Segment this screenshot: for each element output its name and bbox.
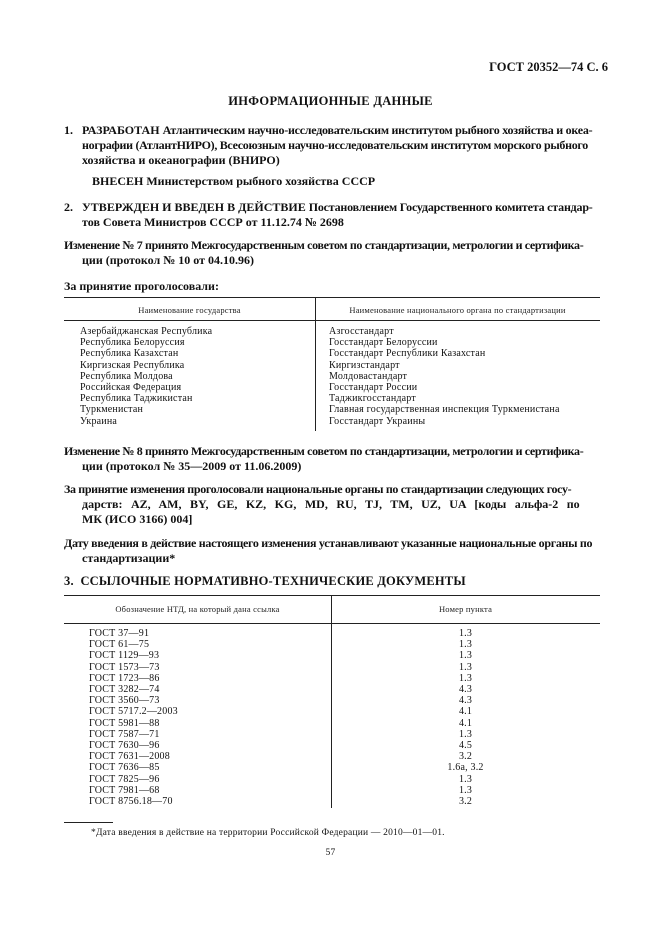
item1-line3: хозяйства и океанографии (ВНИРО) xyxy=(82,153,280,167)
table-row: ГОСТ 1129—93 xyxy=(89,650,160,662)
section3-title: ССЫЛОЧНЫЕ НОРМАТИВНО-ТЕХНИЧЕСКИЕ ДОКУМЕНТЫ xyxy=(80,574,466,588)
table-row: ГОСТ 3282—74 xyxy=(89,684,160,696)
page-number: 57 xyxy=(325,848,336,858)
table-row: 1.3 xyxy=(458,628,473,639)
table-row: 4.5 xyxy=(458,740,473,752)
item1-line2: нографии (АтлантНИРО), Всесоюзным научно-исследовательским институтом морского рыбного xyxy=(82,138,588,152)
table-row: Туркменистан xyxy=(80,404,144,416)
document-reference: ГОСТ 20352—74 С. 6 xyxy=(489,60,608,74)
table-row: 1.3 xyxy=(458,773,473,785)
table-row: Российская Федерация xyxy=(80,382,182,394)
footnote: *Дата введения в действие на территории Российской Федерации — 2010—01—01. xyxy=(91,828,445,838)
table-row: 1.3 xyxy=(458,650,473,662)
table-row: ГОСТ 1573—73 xyxy=(89,661,160,673)
change8-block xyxy=(64,444,600,474)
table-row: ГОСТ 7981—68 xyxy=(89,784,160,796)
footnote-separator xyxy=(64,822,113,823)
table-row: 3.2 xyxy=(458,796,473,808)
table-row: Азербайджанская Республика xyxy=(80,326,213,337)
item1-lead: РАЗРАБОТАН xyxy=(82,123,160,137)
table2-top-rule xyxy=(64,595,600,596)
table-row: Киргизстандарт xyxy=(329,359,400,371)
date-note-line2: стандартизации* xyxy=(82,551,176,565)
date-note-block xyxy=(64,536,600,566)
table2-col1-body xyxy=(89,628,178,807)
item1-introduced: ВНЕСЕН Министерством рыбного хозяйства СССР xyxy=(92,174,376,188)
table-row: ГОСТ 8756.18—70 xyxy=(89,796,173,808)
item2-block xyxy=(82,200,600,230)
item2-line1: Постановлением Государственного комитета стандар- xyxy=(308,200,593,214)
table-row: Республика Таджикистан xyxy=(80,393,193,405)
table-row: Киргизская Республика xyxy=(80,359,185,371)
change8-line2: ции (протокол № 35—2009 от 11.06.2009) xyxy=(82,459,302,473)
table-row: 1.6а, 3.2 xyxy=(447,762,484,774)
section3-number: 3. xyxy=(64,574,74,588)
item1-line1: Атлантическим научно-исследовательским институтом рыбного хозяйства и океа- xyxy=(162,123,593,137)
table-row: Госстандарт России xyxy=(329,382,418,394)
table-row: 4.3 xyxy=(458,684,473,696)
voted8-line2: дарств: AZ, AM, BY, GE, KZ, KG, MD, RU, TJ, TM, UZ, UA [коды альфа-2 по xyxy=(82,497,580,511)
table-row: 1.3 xyxy=(458,728,473,740)
table1-col2-body xyxy=(329,326,560,427)
table-row: ГОСТ 7636—85 xyxy=(89,762,160,774)
table1-col1-header: Наименование государства xyxy=(138,305,241,315)
table-row: Украина xyxy=(80,415,118,427)
table-row: ГОСТ 5717.2—2003 xyxy=(89,706,178,718)
voted8-line3: МК (ИСО 3166) 004] xyxy=(82,512,193,526)
voted8-block xyxy=(64,482,600,527)
table-row: Госстандарт Украины xyxy=(329,415,426,427)
table-row: Республика Казахстан xyxy=(80,348,179,360)
table-row: ГОСТ 61—75 xyxy=(89,639,150,651)
table-row: Азгосстандарт xyxy=(329,326,394,337)
item2-number: 2. xyxy=(64,200,73,214)
page-title: ИНФОРМАЦИОННЫЕ ДАННЫЕ xyxy=(228,94,433,108)
table-row: Госстандарт Белоруссии xyxy=(329,337,438,349)
table-row: Главная государственная инспекция Туркменистана xyxy=(329,404,560,416)
table2-col2-header: Номер пункта xyxy=(438,604,493,614)
table-row: ГОСТ 7825—96 xyxy=(89,773,160,785)
table-row: 4.1 xyxy=(458,706,473,718)
table-row: 4.1 xyxy=(458,717,473,729)
table2-col1-header: Обозначение НТД, на который дана ссылка xyxy=(115,604,280,614)
table1-header-rule xyxy=(64,320,600,321)
table-row: ГОСТ 3560—73 xyxy=(89,695,160,707)
table-row: Республика Молдова xyxy=(80,370,173,382)
table-row: ГОСТ 5981—88 xyxy=(89,717,160,729)
table-row: Таджикгосстандарт xyxy=(329,393,416,405)
table1-col1-body xyxy=(80,326,212,427)
table-row: Республика Белоруссия xyxy=(80,337,185,349)
table2-col2-body xyxy=(331,628,600,807)
table2-header-rule xyxy=(64,623,600,624)
date-note-line1: Дату введения в действие настоящего изменения устанавливают указанные национальные органы по xyxy=(64,536,593,550)
change7-line2: ции (протокол № 10 от 04.10.96) xyxy=(82,253,255,267)
table-row: 1.3 xyxy=(458,672,473,684)
item2-lead: УТВЕРЖДЕН И ВВЕДЕН В ДЕЙСТВИЕ xyxy=(82,200,306,214)
item1-number: 1. xyxy=(64,123,73,137)
change8-line1: Изменение № 8 принято Межгосударственным советом по стандартизации, метрологии и сертифика- xyxy=(64,444,584,458)
voted8-line1: За принятие изменения проголосовали национальные органы по стандартизации следующих госу- xyxy=(64,482,572,496)
table-row: Госстандарт Республики Казахстан xyxy=(329,348,486,360)
table-row: 1.3 xyxy=(458,661,473,673)
table-row: ГОСТ 7631—2008 xyxy=(89,751,170,763)
table1-column-divider xyxy=(315,297,316,431)
change7-line1: Изменение № 7 принято Межгосударственным советом по стандартизации, метрологии и сертифика- xyxy=(64,238,584,252)
item1-block xyxy=(82,123,600,168)
table-row: ГОСТ 1723—86 xyxy=(89,672,160,684)
table1-col2-header: Наименование национального органа по стандартизации xyxy=(349,305,566,315)
table-row: 1.3 xyxy=(458,784,473,796)
item2-line2: тов Совета Министров СССР от 11.12.74 № 2698 xyxy=(82,215,344,229)
table-row: ГОСТ 37—91 xyxy=(89,628,150,639)
voted-label: За принятие проголосовали: xyxy=(64,279,219,293)
table-row: 3.2 xyxy=(458,751,473,763)
section3-heading xyxy=(64,574,466,589)
table-row: ГОСТ 7587—71 xyxy=(89,728,160,740)
table-row: ГОСТ 7630—96 xyxy=(89,740,160,752)
table1-top-rule xyxy=(64,297,600,298)
table-row: 1.3 xyxy=(458,639,473,651)
table-row: 4.3 xyxy=(458,695,473,707)
change7-block xyxy=(64,238,600,268)
table-row: Молдовастандарт xyxy=(329,370,408,382)
